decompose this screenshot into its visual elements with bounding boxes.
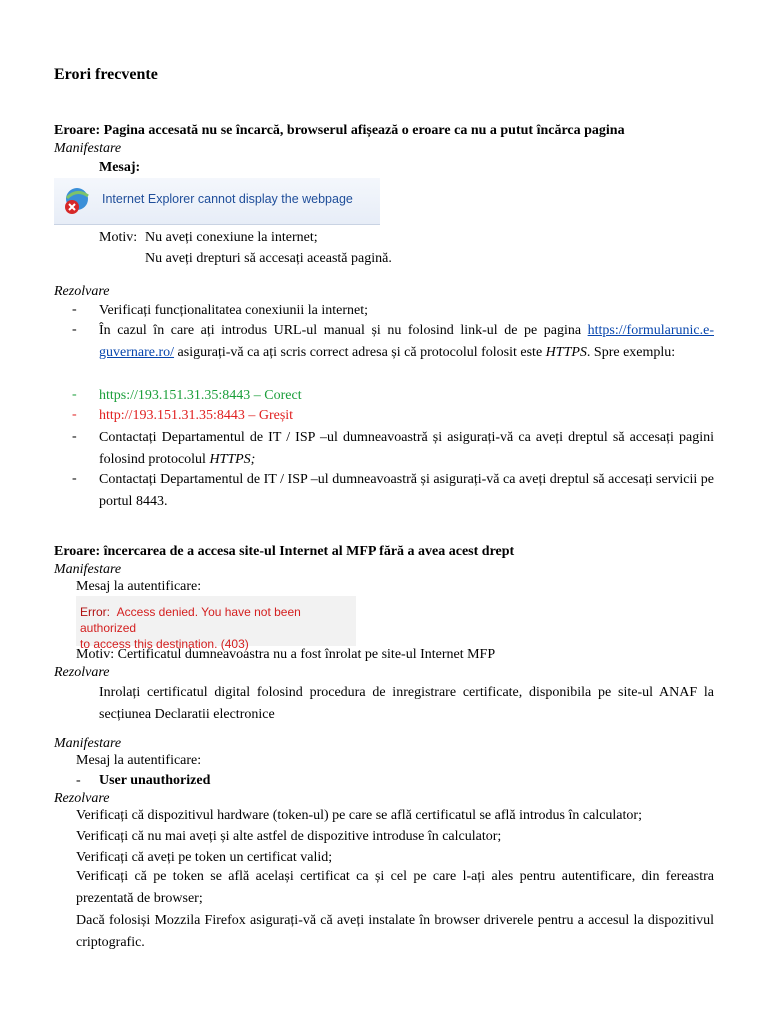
user-unauthorized-message: User unauthorized [99,773,211,788]
bullet-dash: - [72,429,77,444]
section1-manifestare-label: Manifestare [54,141,122,156]
section1-motiv-label: Motiv: [99,230,138,245]
section1-item-wrong-url: http://193.151.31.35:8443 – Greșit [99,408,294,423]
section3-manifestare-label: Manifestare [54,736,122,751]
section3-item-3: Verificați că aveți pe token un certificat valid; [76,850,333,865]
section1-item-contact-https: Contactați Departamentul de IT / ISP –ul dumneavoastră și asigurați-vă ca aveți dreptul să accesați pagini folosind protocolul HTTPS; [99,430,714,467]
section3-rezolvare-label: Rezolvare [54,791,110,806]
section3-item-5: Dacă folosiși Mozzila Firefox asigurați-vă că aveți instalate în browser driverele pentru a accesul la dispozitivul criptografic. [76,913,714,950]
section3-item-1: Verificați că dispozitivul hardware (token-ul) pe care se află certificatul se află introdus în calculator; [76,808,642,823]
section3-mesaj: Mesaj la autentificare: [76,753,202,768]
bullet-dash: - [72,407,77,422]
section2-manifestare-label: Manifestare [54,562,122,577]
bullet-dash: - [76,773,81,788]
ie-error-icon [62,186,92,216]
section1-item-correct-url: https://193.151.31.35:8443 – Corect [99,388,302,403]
bullet-dash: - [72,471,77,486]
section2-motiv: Motiv: Certificatul dumneavoastra nu a fost înrolat pe site-ul Internet MFP [76,647,496,662]
ie-error-screenshot [54,178,380,225]
section1-motiv-1: Nu aveți conexiune la internet; [145,230,318,245]
section1-mesaj-label: Mesaj: [99,160,141,175]
section2-rezolvare-label: Rezolvare [54,665,110,680]
section1-rezolvare-label: Rezolvare [54,284,110,299]
formular-unic-link[interactable]: https://formularunic.e-guvernare.ro/ [99,323,714,360]
section2-title: Eroare: încercarea de a accesa site-ul Internet al MFP fără a avea acest drept [54,544,515,559]
section3-item-2: Verificați că nu mai aveți și alte astfel de dispozitive introduse în calculator; [76,829,502,844]
bullet-dash: - [72,302,77,317]
section1-item-1: Verificați funcționalitatea conexiunii la internet; [99,303,369,318]
section3-item-4: Verificați că pe token se află același certificat ca și cel pe care l-ați ales pentru autentificare, din fereastra prezentată de browser; [76,869,714,906]
section1-title: Eroare: Pagina accesată nu se încarcă, browserul afișează o eroare ca nu a putut încărca pagina [54,123,625,138]
section1-item-2: În cazul în care ați introdus URL-ul manual și nu folosind link-ul de pe pagina https://formularunic.e-guvernare.ro/ asigurați-vă ca ați scris correct adresa și că protocolul folosit este HTTPS. Spre exemplu: [99,323,714,360]
page-title: Erori frecvente [54,66,158,83]
bullet-dash: - [72,322,77,337]
bullet-dash: - [72,387,77,402]
section1-motiv-2: Nu aveți drepturi să accesați această pagină. [145,251,392,266]
access-denied-screenshot [76,596,356,651]
ie-error-message: Internet Explorer cannot display the webpage [102,192,353,206]
access-denied-message: Error: Access denied. You have not been authorized to access this destination. (403) [80,605,301,651]
section1-item-contact-port: Contactați Departamentul de IT / ISP –ul dumneavoastră și asigurați-vă ca aveți dreptul să accesați servicii pe portul 8443. [99,472,714,509]
section2-rezolvare-text: Inrolați certificatul digital folosind procedura de inregistrare certificate, disponibila pe site-ul ANAF la secțiunea Declaratii electronice [99,685,714,722]
section2-mesaj: Mesaj la autentificare: [76,579,202,594]
